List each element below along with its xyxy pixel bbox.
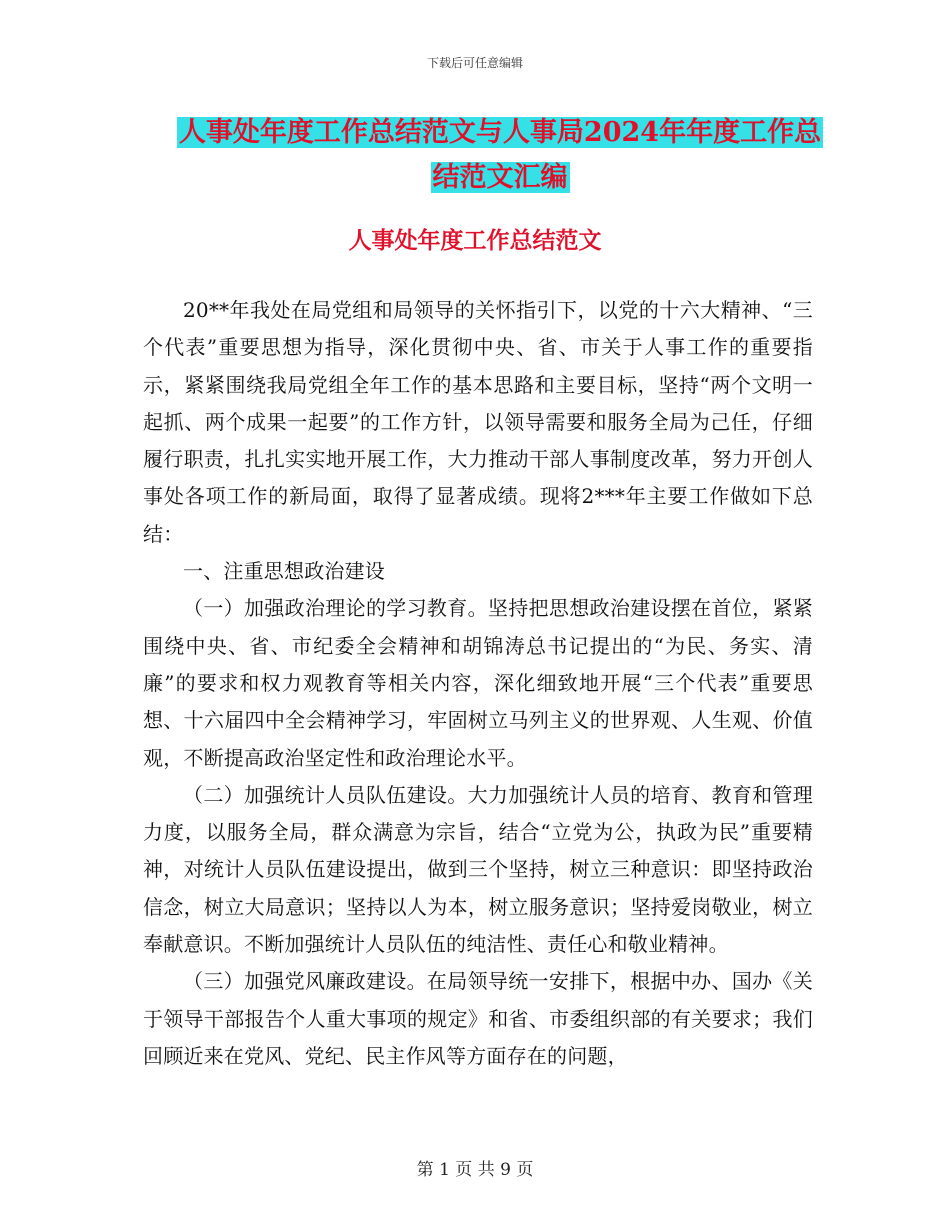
paragraph-statistics-staff: （二）加强统计人员队伍建设。大力加强统计人员的培育、教育和管理力度，以服务全局，群众满意为宗旨，结合“立党为公，执政为民”重要精神，对统计人员队伍建设提出，做到三个坚持，树立三种意识：即坚持政治信念，树立大局意识；坚持以人为本，树立服务意识；坚持爱岗敬业，树立奉献意识。不断加强统计人员队伍的纯洁性、责任心和敬业精神。 <box>143 782 813 957</box>
paragraph-intro: 20**年我处在局党组和局领导的关怀指引下，以党的十六大精神、“三个代表”重要思想为指导，深化贯彻中央、省、市关于人事工作的重要指示，紧紧围绕我局党组全年工作的基本思路和主要目标，坚持“两个文明一起抓、两个成果一起要”的工作方针，以领导需要和服务全局为己任，仔细履行职责，扎扎实实地开展工作，大力推动干部人事制度改革，努力开创人事处各项工作的新局面，取得了显著成绩。现将2***年主要工作做如下总结： <box>143 298 813 546</box>
document-body <box>143 292 813 1075</box>
heading-ideological-building: 一、注重思想政治建设 <box>183 559 385 584</box>
header-note: 下载后可任意编辑 <box>426 56 523 70</box>
paragraph-party-conduct: （三）加强党风廉政建设。在局领导统一安排下，根据中办、国办《关于领导干部报告个人重大事项的规定》和省、市委组织部的有关要求；我们回顾近来在党风、党纪、民主作风等方面存在的问题， <box>143 969 813 1068</box>
document-main-title <box>140 110 860 200</box>
section-title: 人事处年度工作总结范文 <box>348 227 602 254</box>
main-title-line2: 结范文汇编 <box>432 162 568 193</box>
paragraph-political-theory: （一）加强政治理论的学习教育。坚持把思想政治建设摆在首位，紧紧围绕中央、省、市纪委全会精神和胡锦涛总书记提出的“为民、务实、清廉”的要求和权力观教育等相关内容，深化细致地开展“三个代表”重要思想、十六届四中全会精神学习，牢固树立马列主义的世界观、人生观、价值观，不断提高政治坚定性和政治理论水平。 <box>143 596 813 770</box>
main-title-line1: 人事处年度工作总结范文与人事局2024年年度工作总 <box>178 117 822 148</box>
page-number-footer: 第 1 页 共 9 页 <box>416 1160 534 1180</box>
